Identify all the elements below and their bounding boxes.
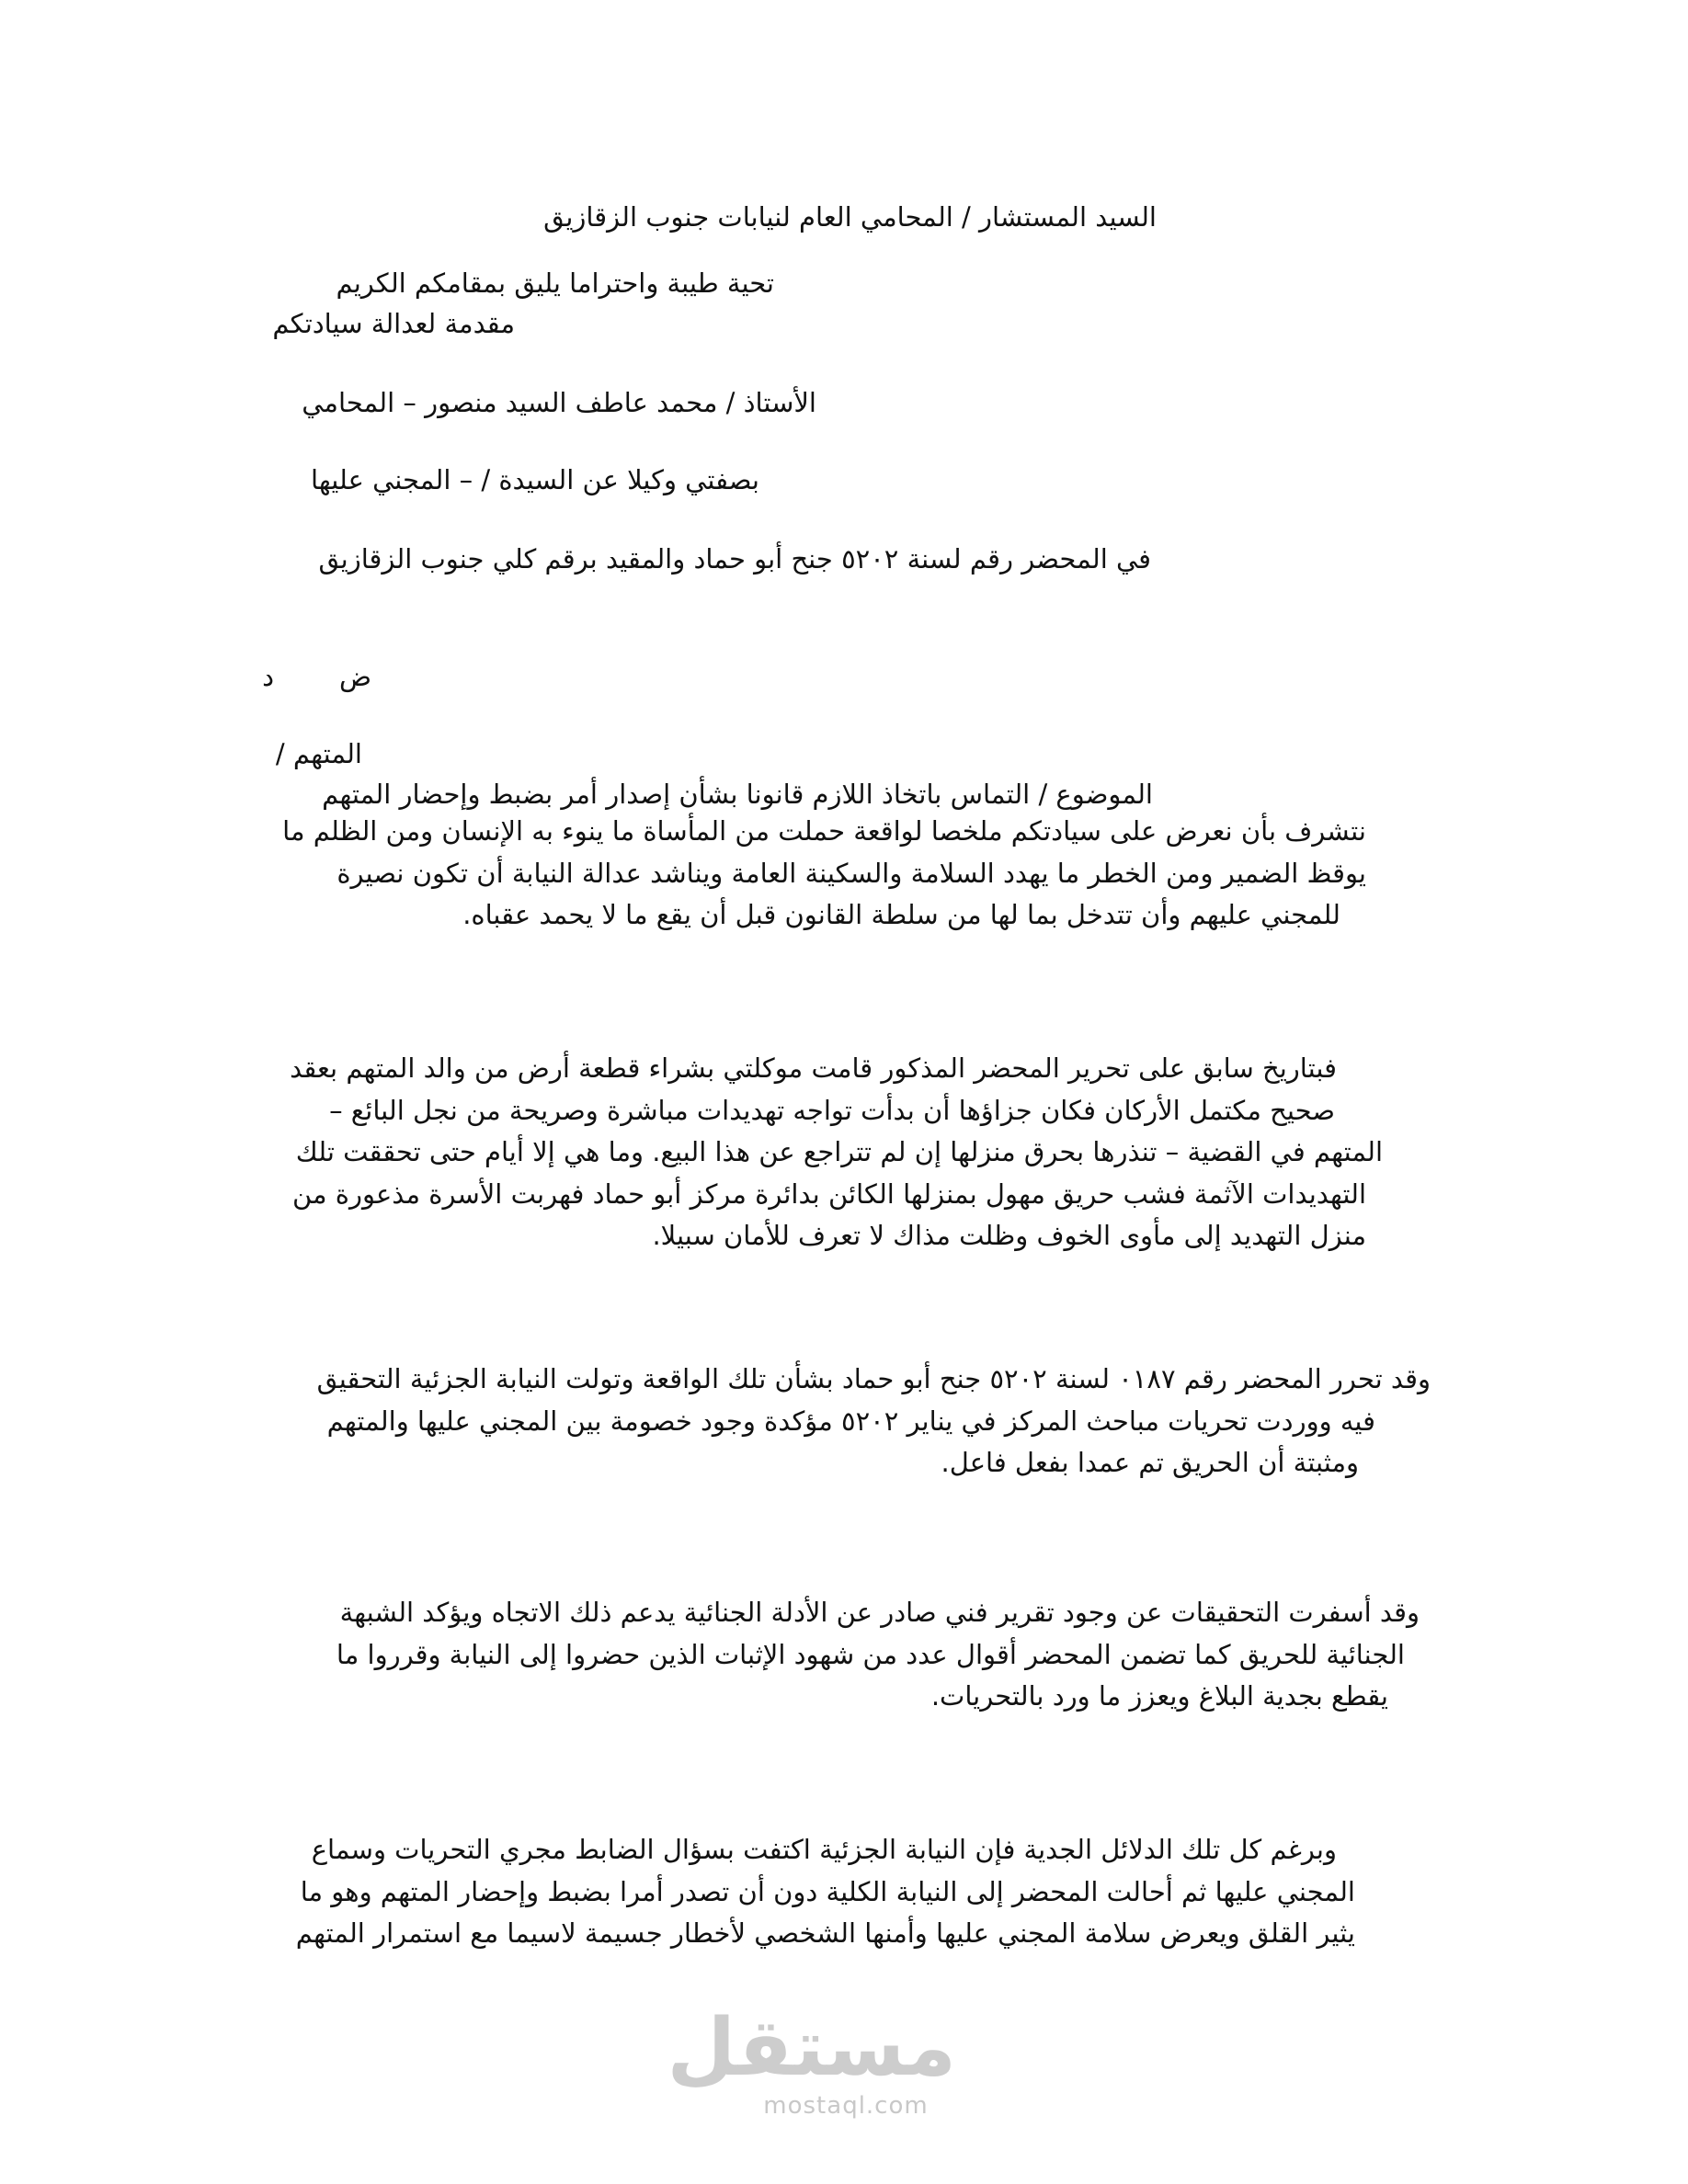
paragraph-investigation <box>234 1592 1420 1718</box>
paragraph-line: المجني عليها ثم أحالت المحضر إلى النيابة الكلية دون أن تصدر أمرا بضبط وإحضار المتهم وهو ما <box>300 1875 1355 1907</box>
submitted-to-line: مقدمة لعدالة سيادتكم <box>272 308 515 339</box>
paragraph-line: ومثبتة أن الحريق تم عمدا بفعل فاعل. <box>941 1447 1359 1478</box>
paragraph-line: المتهم في القضية – تنذرها بحرق منزلها إن لم تتراجع عن هذا البيع. وما هي إلا أيام حتى تحققت تلك <box>295 1136 1383 1167</box>
subject-line: الموضوع / التماس باتخاذ اللازم قانونا بشأن إصدار أمر بضبط وإحضار المتهم <box>322 779 1153 810</box>
case-reference-line: في المحضر رقم لسنة ٥٢٠٢ جنح أبو حماد والمقيد برقم كلي جنوب الزقازيق <box>318 543 1151 574</box>
paragraph-line: فيه ووردت تحريات مباحث المركز في يناير ٥٢٠٢ مؤكدة وجود خصومة بين المجني عليها والمتهم <box>326 1405 1375 1437</box>
mostaql-url: mostaql.com <box>763 2092 929 2120</box>
paragraph-report <box>234 1359 1431 1484</box>
paragraph-intro <box>254 811 1366 937</box>
paragraph-line: وقد تحرر المحضر رقم ٠١٨٧ لسنة ٥٢٠٢ جنح أبو حماد بشأن تلك الواقعة وتولت النيابة الجزئية التحقيق <box>316 1363 1431 1394</box>
paragraph-line: فبتاريخ سابق على تحرير المحضر المذكور قامت موكلتي بشراء قطعة أرض من والد المتهم بعقد <box>290 1052 1337 1084</box>
mostaql-watermark <box>667 2002 956 2133</box>
paragraph-line: صحيح مكتمل الأركان فكان جزاؤها أن بدأت تواجه تهديدات مباشرة وصريحة من نجل البائع – <box>329 1094 1335 1126</box>
against-marker-right: ض <box>338 661 371 692</box>
paragraph-line: يثير القلق ويعرض سلامة المجني عليها وأمنها الشخصي لأخطار جسيمة لاسيما مع استمرار المتهم <box>295 1917 1355 1949</box>
paragraph-background <box>234 1048 1383 1257</box>
paragraph-request <box>234 1829 1366 1955</box>
addressee-line: السيد المستشار / المحامي العام لنيابات جنوب الزقازيق <box>543 201 1157 233</box>
against-marker-left: د <box>262 661 274 692</box>
mostaql-logo: مستقل <box>667 2002 956 2094</box>
paragraph-line: منزل التهديد إلى مأوى الخوف وظلت مذاك لا تعرف للأمان سبيلا. <box>652 1220 1366 1251</box>
lawyer-line: الأستاذ / محمد عاطف السيد منصور – المحامي <box>302 387 816 418</box>
paragraph-line: يوقظ الضمير ومن الخطر ما يهدد السلامة والسكينة العامة ويناشد عدالة النيابة أن تكون نصيرة <box>336 857 1366 889</box>
paragraph-line: وقد أسفرت التحقيقات عن وجود تقرير فني صادر عن الأدلة الجنائية يدعم ذلك الاتجاه ويؤكد الشبهة <box>339 1597 1420 1628</box>
paragraph-line: يقطع بجدية البلاغ ويعزز ما ورد بالتحريات. <box>930 1680 1388 1712</box>
paragraph-line: التهديدات الآثمة فشب حريق مهول بمنزلها الكائن بدائرة مركز أبو حماد فهربت الأسرة مذعورة من <box>291 1177 1366 1210</box>
paragraph-line: الجنائية للحريق كما تضمن المحضر أقوال عدد من شهود الإثبات الذين حضروا إلى النيابة وقرروا ما <box>336 1638 1405 1670</box>
paragraph-line: وبرغم كل تلك الدلائل الجدية فإن النيابة الجزئية اكتفت بسؤال الضابط مجري التحريات وسماع <box>311 1834 1337 1865</box>
accused-line: المتهم / <box>275 738 362 769</box>
capacity-line: بصفتي وكيلا عن السيدة / – المجني عليها <box>311 464 759 495</box>
paragraph-line: للمجني عليهم وأن تتدخل بما لها من سلطة القانون قبل أن يقع ما لا يحمد عقباه. <box>462 899 1340 930</box>
paragraph-line: نتشرف بأن نعرض على سيادتكم ملخصا لواقعة حملت من المأساة ما ينوء به الإنسان ومن الظلم ما <box>282 815 1366 847</box>
greeting-line: تحية طيبة واحتراما يليق بمقامكم الكريم <box>336 267 774 299</box>
